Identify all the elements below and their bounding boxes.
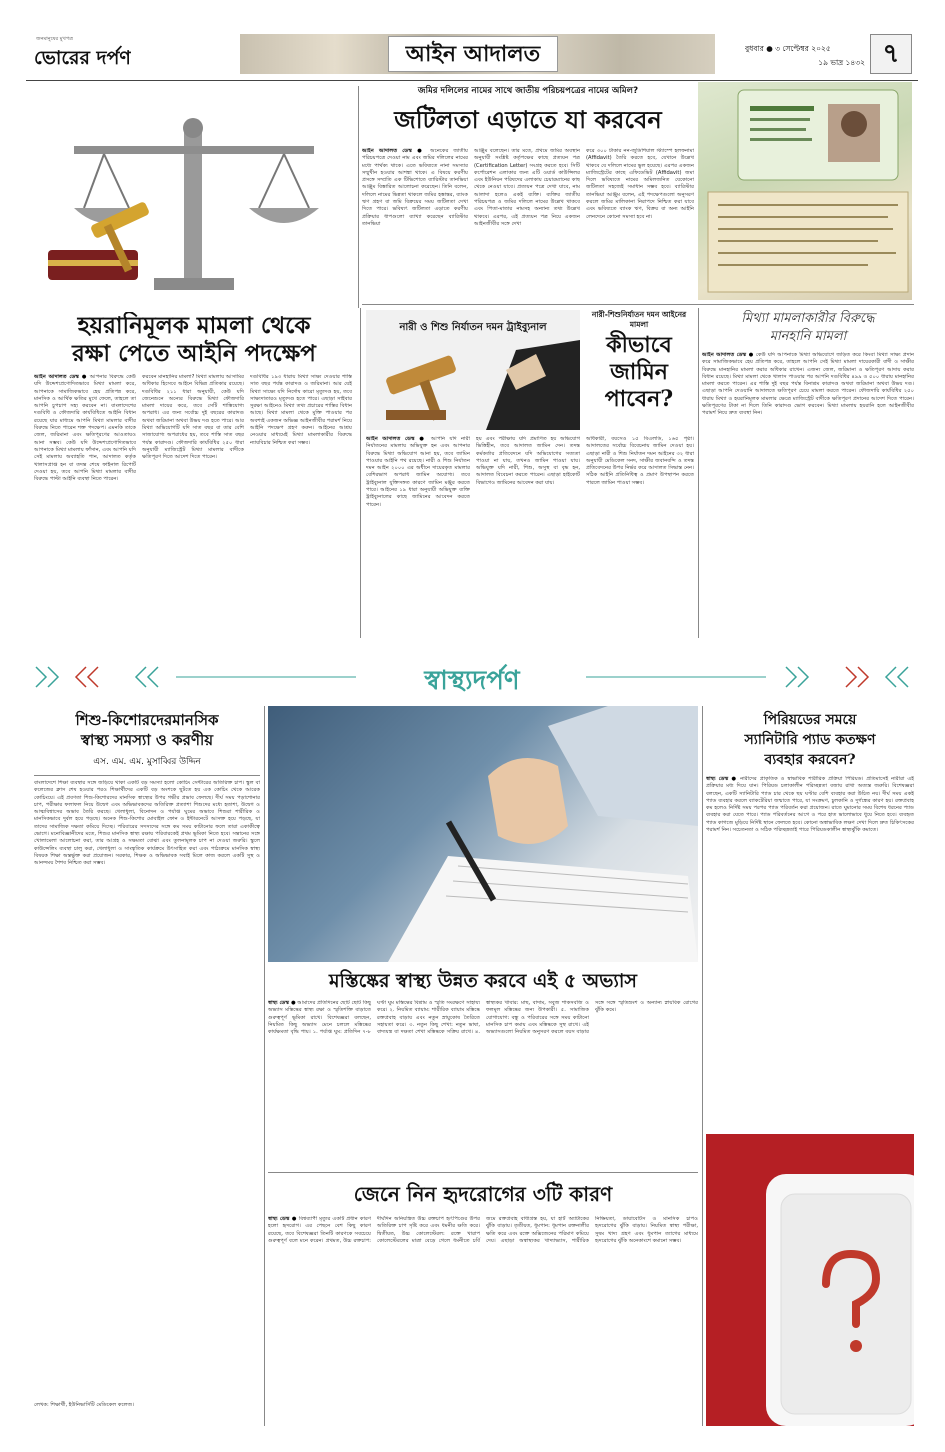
- article-bail: [584, 310, 694, 430]
- article-body-col2: আঞ্জুম বলেছেন। তার মতে, প্রথমে জমির অবস্থান অনুযায়ী সংশ্লিষ্ট কর্তৃপক্ষের কাছে প্রত্যয়ন পত্র (Certification Letter) সংগ্রহ করতে হবে। সিটি কর্পোরেশন এলাকার জন্য এটি ওয়ার্ড কাউন্সিলর এবং ইউনিয়ন পরিষদের এলাকায় চেয়ারম্যানের কাছ থেকে নেওয়া যাবে। প্রত্যয়ন পত্রে দেখা যাবে, নাম আলাদা হলেও একই ব্যক্তি। ব্যক্তির জাতীয় পরিচয়পত্র ও জমির দলিলে নামের উল্লেখ থাকবে এবং পিতা-মাতার নামসহ অন্যান্য তথ্য উল্লেখ থাকবে। এরপর, এই প্রত্যয়ন পত্র নিয়ে একজন আইনজীবীর সঙ্গে দেখা: [474, 148, 580, 227]
- article-body-col3: করে ৩০০ টাকার নন-জুডিশিয়াল স্ট্যাম্পে হলফনামা (Affidavit) তৈরি করতে হবে, যেখানে উল্লেখ থাকবে যে দলিলে নামের ভুল হয়েছে। এরপর একজন ম্যাজিস্ট্রেটের কাছে এফিডেভিট (Affidavit) জমা দিলে ভবিষ্যতে নামের অমিলজনিত যেকোনো জটিলতা সহজেই সমাধান সম্ভব হবে। ব্যারিস্টার তানভিয়া আঞ্জুম বলেন, এই পদক্ষেপগুলো অনুসরণ করলে জমির মালিকানা নিরাপদে নিশ্চিত করা যাবে এবং ভবিষ্যতে ব্যাংক ঋণ, বিক্রয় বা অন্য আইনি লেনদেনে কোনো সমস্যা হবে না।: [586, 148, 694, 220]
- byline: স্বাস্থ্য ডেস্ক ●: [706, 776, 738, 782]
- masthead-tagline: জনমানুষের মুখপত্র: [36, 36, 73, 42]
- article-body-col1: আপনার বিরুদ্ধে কেউ যদি উদ্দেশ্যপ্রণোদিতভাবে মিথ্যা মামলা করে, আপনাকে সামাজিকভাবে হেয় প্রতিপন্ন করে, মানসিক ও আর্থিক ক্ষতির মুখে ফেলে, তাহলে তা আপনি চুপচাপ সহ্য করবেন না। বাংলাদেশের দণ্ডবিধি ও ফৌজদারি কার্যবিধিতে আইনি বিধান রয়েছে যার মাধ্যমে আপনি মিথ্যা মামলার বাদীর বিরুদ্ধে নিতে পারেন শক্ত পদক্ষেপ। এমনকি তাকে জেল, জরিমানা এবং ক্ষতিপূরণের আওতায়ও আনা সম্ভব। কেউ যদি উদ্দেশ্যপ্রণোদিতভাবে আপনাকে মিথ্যা মামলায় ফাঁসান, এবং আপনি যদি সেই মামলায় অব্যাহতি পান, আদালত কর্তৃক খালাসপ্রাপ্ত হন বা তদন্ত শেষে ফাইনাল রিপোর্ট দেওয়া হয়, তবে আপনি মিথ্যা মামলার বাদীর বিরুদ্ধে পাল্টা আইনি ব্যবস্থা নিতে পারেন।: [34, 374, 136, 483]
- writing-hand-image: [268, 706, 698, 962]
- article-sanitary-pad: [706, 710, 914, 1130]
- section-title-box: [388, 36, 558, 72]
- article-author: এস. এম. এম. মুসাব্বির উদ্দিন: [93, 757, 201, 767]
- article-body-col1: অনেকের জাতীয় পরিচয়পত্রে দেওয়া নাম এবং জমির দলিলের নামের মধ্যে পার্থক্য থাকে। এতে ভবিষ্যতে নানা সমস্যার সম্মুখীন হওয়ার আশঙ্কা থাকে। এ বিষয়ে করণীয় প্রসঙ্গে সম্প্রতি এক টিভিশোতে ব্যারিস্টার তানভিয়া আঞ্জুম বিস্তারিত আলোচনা করেছেন। তিনি বলেন, দলিলে নামের ভিন্নতা থাকলে জমির হস্তান্তর, ব্যাংক ঋণ গ্রহণ বা জমি বিক্রয়ের সময় জটিলতা দেখা দিতে পারে। ভবিষ্যৎ জটিলতা এড়াতে করণীয় প্রক্রিয়ার ধাপগুলো ব্যাখ্যা করেছেন ব্যারিস্টার তানভিয়া: [362, 148, 468, 227]
- masthead: [0, 0, 945, 80]
- article-headline-line1: শিশু-কিশোরদেরমানসিক: [75, 711, 219, 729]
- article-body-col2: হয় এবং পরীক্ষায় যদি প্রমাণিত হয় অভিযোগ ভিত্তিহীন, তবে আদালত জামিন দেন। তদন্ত কর্মকর্তার প্রতিবেদনে যদি অভিযোগের সত্যতা পাওয়া না যায়, তখনও জামিন পাওয়া যায়। অভিযুক্ত যদি নারী, শিশু, অসুস্থ বা বৃদ্ধ হন, আদালত বিবেচনা করতে পারেন। এছাড়া হাইকোর্ট বিভাগেও জামিনের আবেদন করা যায়।: [476, 436, 580, 486]
- sanitary-pad-image: [706, 1134, 914, 1426]
- article-headline: মস্তিষ্কের স্বাস্থ্য উন্নত করবে এই ৫ অভ্যাস: [329, 970, 637, 992]
- section-banner-title: স্বাস্থ্যদর্পণ: [424, 666, 520, 696]
- masthead-logo: ভোরের দর্পণ: [34, 47, 131, 69]
- date-bangla: ১৯ ভাদ্র ১৪৩২: [818, 58, 865, 67]
- byline: আইন আদালত ডেস্ক ●: [362, 148, 426, 154]
- article-headline-line2: মানহানি মামলা: [769, 329, 847, 344]
- article-body-col3: অধিকারী, বয়সেও ১৫ বিএলডি, ১৬৫ পৃষ্ঠা। আদালতের সর্বোচ্চ বিবেচনায় জামিন দেওয়া হয়। এছাড়া নারী ও শিশু নির্যাতন দমন আইনের ৩২ ধারা অনুযায়ী মেডিকেল সনদ, সাক্ষীর জবানবন্দি ও তদন্ত প্রতিবেদনের উপর নির্ভর করে আদালত সিদ্ধান্ত নেন। সঠিক আইনি প্রতিনিধিত্ব ও প্রমাণ উপস্থাপন করতে পারলে জামিন পাওয়া সম্ভব।: [586, 436, 694, 486]
- article-headline-line2: স্বাস্থ্য সমস্যা ও করণীয়: [80, 731, 214, 749]
- article-headline-line2: স্যানিটারি প্যাড কতক্ষণ: [744, 732, 876, 748]
- article-body: বাংলাদেশে শিক্ষা ব্যবস্থার সঙ্গে জড়িয়ে থাকা একটি বড় সমস্যা হলো কোচিং সেন্টারের অতিরিক্ত চাপ। স্কুল বা কলেজের ক্লাস শেষ হওয়ার পরও শিক্ষার্থীদের একটি বড় অংশকে ছুটতে হয় এক কোচিং থেকে আরেক কোচিংয়ে। এই প্রবণতা শিশু-কিশোরদের মানসিক স্বাস্থ্যের উপর গভীর প্রভাব ফেলছে। দীর্ঘ সময় পড়াশোনার চাপ, পরীক্ষার ফলাফল নিয়ে উদ্বেগ এবং অভিভাবকদের অতিরিক্ত প্রত্যাশা শিশুদের মধ্যে হতাশা, উদ্বেগ ও আত্মবিশ্বাসের অভাব তৈরি করছে। খেলাধুলা, বিনোদন ও পর্যাপ্ত ঘুমের অভাবে শিশুরা শারীরিক ও মানসিকভাবে দুর্বল হয়ে পড়ছে। অনেক শিশু-কিশোর মোবাইল ফোন ও ইন্টারনেটে আসক্ত হয়ে পড়ছে, যা তাদের সামাজিক দক্ষতা কমিয়ে দিচ্ছে। পরিবারের সদস্যদের সঙ্গে কম সময় কাটানোর ফলে তারা একাকীত্বে ভোগে। মনোবিজ্ঞানীদের মতে, শিশুর মানসিক স্বাস্থ্য রক্ষায় পরিবারকেই প্রথম ভূমিকা নিতে হবে। সন্তানের সঙ্গে খোলামেলা আলোচনা করা, তার আগ্রহ ও সক্ষমতা বোঝা এবং তুলনামূলক চাপ না দেওয়া জরুরি। স্কুলে কাউন্সেলিং ব্যবস্থা চালু করা, খেলাধুলা ও সাংস্কৃতিক কার্যক্রমে উৎসাহিত করা এবং পাঠ্যক্রমে মানসিক স্বাস্থ্য বিষয়ক শিক্ষা অন্তর্ভুক্ত করা প্রয়োজন। সরকার, শিক্ষক ও অভিভাবক সবাই মিলে কাজ করলে একটি সুস্থ ও আনন্দময় শৈশব নিশ্চিত করা সম্ভব।: [34, 780, 260, 867]
- byline: স্বাস্থ্য ডেস্ক ●: [268, 1000, 296, 1006]
- article-nid-mismatch: [362, 84, 694, 300]
- tribunal-image: [366, 310, 580, 430]
- article-defamation: [702, 310, 914, 632]
- health-section-banner: [26, 652, 918, 702]
- article-body: কেউ যদি আপনাকে মিথ্যা অভিযোগে জড়িত করে কিংবা মিথ্যা সাক্ষ্য প্রদান করে সামাজিকভাবে হেয় প্রতিপন্ন করে, তাহলে আপনি সেই মিথ্যা মামলা দায়েরকারী বাদী ও সাক্ষীর বিরুদ্ধে মানহানির মামলা করার অধিকার রাখেন। এজন্য জেল, জরিমানা ও ক্ষতিপূরণ আদায় করার বিধান রয়েছে। মিথ্যা মামলা থেকে খালাস পাওয়ার পর আপনি দণ্ডবিধির ৪৯৯ ও ৫০০ ধারায় মানহানির মামলা করতে পারেন। এর শাস্তি দুই বছর পর্যন্ত বিনাশ্রম কারাদণ্ড অথবা জরিমানা অথবা উভয় দণ্ড। এছাড়া আপনি দেওয়ানি আদালতে ক্ষতিপূরণ চেয়ে মামলা করতে পারেন। ফৌজদারি কার্যবিধির ২৫০ ধারায় মিথ্যা ও হয়রানিমূলক মামলার ক্ষেত্রে ম্যাজিস্ট্রেট বাদীকে ক্ষতিপূরণ প্রদানের আদেশ দিতে পারেন। ক্ষতিপূরণের টাকা না দিলে তিনি কারাদণ্ড ভোগ করবেন। মিথ্যা মামলায় হয়রানি হলে আইনজীবীর পরামর্শ নিয়ে দ্রুত ব্যবস্থা নিন।: [702, 352, 914, 417]
- article-kicker: নারী-শিশুনির্যাতন দমন আইনের মামলা: [591, 310, 687, 329]
- article-headline-line2: রক্ষা পেতে আইনি পদক্ষেপ: [72, 340, 316, 367]
- date-gregorian: বুধবার ● ৩ সেপ্টেম্বর ২০২৫: [745, 44, 831, 53]
- writing-hand-icon: [268, 706, 698, 962]
- article-body: আমাদের প্রতিদিনের ছোট ছোট কিছু অভ্যাস মস্তিষ্কের স্বাস্থ্য রক্ষা ও স্মৃতিশক্তি বাড়াতে গুরুত্বপূর্ণ ভূমিকা রাখে। বিশেষজ্ঞরা বলছেন, নিয়মিত কিছু অভ্যাস মেনে চললে মস্তিষ্কের কার্যক্ষমতা বৃদ্ধি পায়। ১. পর্যাপ্ত ঘুম: প্রতিদিন ৭-৮ ঘণ্টা ঘুম মস্তিষ্কের বিশ্রাম ও স্মৃতি সংরক্ষণে সাহায্য করে। ২. নিয়মিত ব্যায়াম: শারীরিক ব্যায়াম মস্তিষ্কে রক্তপ্রবাহ বাড়ায় এবং নতুন স্নায়ুকোষ তৈরিতে সহায়তা করে। ৩. নতুন কিছু শেখা: নতুন ভাষা, বাদ্যযন্ত্র বা দক্ষতা শেখা মস্তিষ্ককে সক্রিয় রাখে। ৪. স্বাস্থ্যকর খাবার: মাছ, বাদাম, সবুজ শাকসবজি ও ফলমূল মস্তিষ্কের জন্য উপকারী। ৫. সামাজিক যোগাযোগ: বন্ধু ও পরিবারের সঙ্গে সময় কাটানো মানসিক চাপ কমায় এবং মস্তিষ্ককে সুস্থ রাখে। এই অভ্যাসগুলো নিয়মিত অনুসরণ করলে বয়স বাড়ার সঙ্গে সঙ্গে স্মৃতিভ্রংশ ও অন্যান্য স্নায়বিক রোগের ঝুঁকি কমে।: [268, 1000, 698, 1036]
- byline: আইন আদালত ডেস্ক ●: [34, 374, 88, 380]
- article-headline-line1: মিথ্যা মামলাকারীর বিরুদ্ধে: [741, 311, 875, 326]
- article-body: নারীদের প্রাকৃতিক ও স্বাভাবিক শারীরিক প্রক্রিয়া পিরিয়ড। প্রতিমাসেই নারীরা এই প্রক্রিয়ার মধ্য দিয়ে যান। পিরিয়ড চলাকালীন পরিচ্ছন্নতা বজায় রাখা অত্যন্ত জরুরি। বিশেষজ্ঞরা বলছেন, একটি স্যানিটারি প্যাড চার থেকে ছয় ঘণ্টার বেশি ব্যবহার করা উচিত নয়। দীর্ঘ সময় একই প্যাড ব্যবহার করলে ব্যাকটেরিয়া জন্মাতে পারে, যা সংক্রমণ, চুলকানি ও দুর্গন্ধের কারণ হয়। রক্তপ্রবাহ কম হলেও নির্দিষ্ট সময় পরপর প্যাড পরিবর্তন করা প্রয়োজন। রাতে ঘুমানোর সময় বিশেষ ধরনের প্যাড ব্যবহার করা যেতে পারে। প্যাড পরিবর্তনের আগে ও পরে হাত ভালোভাবে ধুয়ে নিতে হবে। ব্যবহৃত প্যাড কাগজে মুড়িয়ে নির্দিষ্ট স্থানে ফেলতে হবে। কোনো অস্বাভাবিক লক্ষণ দেখা দিলে দ্রুত চিকিৎসকের পরামর্শ নিন। সচেতনতা ও সঠিক পরিচ্ছন্নতাই পারে পিরিয়ডকালীন স্বাস্থ্যঝুঁকি কমাতে।: [706, 776, 914, 834]
- article-body: বিশ্বব্যাপী মৃত্যুর একটি প্রধান কারণ হলো হৃদরোগ। এর পেছনে বেশ কিছু কারণ রয়েছে, তবে বিশেষজ্ঞরা তিনটি কারণকে সবচেয়ে গুরুত্বপূর্ণ বলে মনে করেন। প্রথমত, উচ্চ রক্তচাপ: দীর্ঘদিন অনিয়ন্ত্রিত উচ্চ রক্তচাপ হৃৎপিণ্ডের উপর অতিরিক্ত চাপ সৃষ্টি করে এবং ধমনীর ক্ষতি করে। দ্বিতীয়ত, উচ্চ কোলেস্টেরল: রক্তে খারাপ কোলেস্টেরলের মাত্রা বেড়ে গেলে ধমনীতে চর্বি জমে রক্তপ্রবাহ বাধাগ্রস্ত হয়, যা হার্ট অ্যাটাকের ঝুঁকি বাড়ায়। তৃতীয়ত, ধূমপান: ধূমপান রক্তনালীর ক্ষতি করে এবং রক্তে অক্সিজেনের পরিমাণ কমিয়ে দেয়। এছাড়া অস্বাস্থ্যকর খাদ্যাভ্যাস, শারীরিক নিষ্ক্রিয়তা, ডায়াবেটিস ও মানসিক চাপও হৃদরোগের ঝুঁকি বাড়ায়। নিয়মিত স্বাস্থ্য পরীক্ষা, সুষম খাদ্য গ্রহণ এবং ধূমপান ত্যাগের মাধ্যমে হৃদরোগের ঝুঁকি অনেকাংশে কমানো সম্ভব।: [268, 1216, 698, 1244]
- masthead-date: [745, 44, 865, 70]
- article-headline-line3: পাবেন?: [604, 386, 674, 412]
- article-child-mental-health: [34, 710, 260, 1426]
- byline: স্বাস্থ্য ডেস্ক ●: [268, 1216, 297, 1222]
- tribunal-banner: নারী ও শিশু নির্যাতন দমন ট্রাইব্যুনাল: [399, 322, 547, 333]
- article-headline-line1: কীভাবে: [606, 332, 672, 358]
- article-headline: জেনে নিন হৃদরোগের ৩টি কারণ: [353, 1182, 613, 1206]
- section-title: আইন আদালত: [405, 41, 541, 67]
- article-headline-line1: হয়রানিমূলক মামলা থেকে: [77, 312, 311, 339]
- article-heart-disease: [268, 1180, 698, 1426]
- article-footer: লেখক: শিক্ষার্থী, ইউনিভার্সিটি মেডিকেল কলেজ।: [34, 1402, 134, 1408]
- scales-of-justice-icon: [34, 88, 352, 308]
- article-headline-line3: ব্যবহার করবেন?: [764, 752, 856, 768]
- article-headline-line2: জামিন: [610, 359, 668, 385]
- page-number: ৭: [870, 34, 912, 74]
- byline: আইন আদালত ডেস্ক ●: [702, 352, 754, 358]
- article-bail-body: [366, 436, 694, 632]
- article-headline-line1: পিরিয়ডের সময়ে: [763, 712, 857, 728]
- article-harassment-case: [34, 312, 354, 632]
- article-body-col3: দণ্ডবিধির ১৯৩ ধারায় মিথ্যা সাক্ষ্য দেওয়ার শাস্তি সাত বছর পর্যন্ত কারাদণ্ড ও জরিমানা। আর যেই মিথ্যা সাক্ষ্যে যদি নির্দোষ কারো মৃত্যুদণ্ড হয়, তবে সাক্ষ্যদাতারও মৃত্যুদণ্ড হতে পারে। এছাড়া সাইবার সুরক্ষা আইনেও মিথ্যা তথ্য প্রচারের শাস্তির বিধান আছে। মিথ্যা মামলা থেকে মুক্তি পাওয়ার পর অবশ্যই একজন অভিজ্ঞ আইনজীবীর পরামর্শ নিয়ে আইনি পদক্ষেপ গ্রহণ করুন। আইনের আশ্রয় নেওয়ার মাধ্যমেই মিথ্যা মামলাকারীর বিরুদ্ধে ন্যায়বিচার নিশ্চিত করা সম্ভব।: [250, 374, 352, 446]
- nid-document-image: [698, 82, 912, 300]
- article-headline: জটিলতা এড়াতে যা করবেন: [394, 105, 662, 134]
- id-card-icon: [698, 82, 912, 300]
- byline: আইন আদালত ডেস্ক ●: [366, 436, 427, 442]
- question-mark-icon: [706, 1134, 914, 1426]
- article-kicker: জমির দলিলের নামের সাথে জাতীয় পরিচয়পত্রের নামের অমিল?: [417, 86, 639, 96]
- article-body-col2: করবেন মানহানির মামলা? মিথ্যা মামলায় আসামির অধিকার হিসেবে আইনে বিভিন্ন প্রতিকার রয়েছে। দণ্ডবিধির ২১১ ধারা অনুযায়ী, কেউ যদি জেনেশুনে অন্যের বিরুদ্ধে মিথ্যা ফৌজদারি মামলা দায়ের করে, তবে সেটি শাস্তিযোগ্য অপরাধ। এর জন্য সর্বোচ্চ দুই বছরের কারাদণ্ড অথবা জরিমানা অথবা উভয় দণ্ড হতে পারে। আর মিথ্যা অভিযোগটি যদি সাত বছর বা তার বেশি সাজাযোগ্য অপরাধের হয়, তবে শাস্তি সাত বছর পর্যন্ত কারাদণ্ড। ফৌজদারি কার্যবিধির ২৫০ ধারা অনুযায়ী ম্যাজিস্ট্রেট মিথ্যা মামলার বাদীকে ক্ষতিপূরণ দিতে আদেশ দিতে পারেন।: [142, 374, 244, 461]
- article-body-col1: আপনি যদি নারী নির্যাতনের মামলায় অভিযুক্ত হন এবং আপনার বিরুদ্ধে মিথ্যা অভিযোগ আনা হয়, তবে জামিন পাওয়ার আইনি পথ রয়েছে। নারী ও শিশু নির্যাতন দমন আইন ২০০০ এর অধীনে দায়েরকৃত মামলার বেশিরভাগ অপরাধ জামিন অযোগ্য। তবে ট্রাইব্যুনাল যুক্তিসঙ্গত কারণে জামিন মঞ্জুর করতে পারে। আইনের ১৯ ধারা অনুযায়ী অভিযুক্ত ব্যক্তি ট্রাইব্যুনালের কাছে জামিনের আবেদন করতে পারেন।: [366, 436, 470, 508]
- article-brain-health: [268, 968, 698, 1168]
- scales-illustration: [34, 88, 352, 308]
